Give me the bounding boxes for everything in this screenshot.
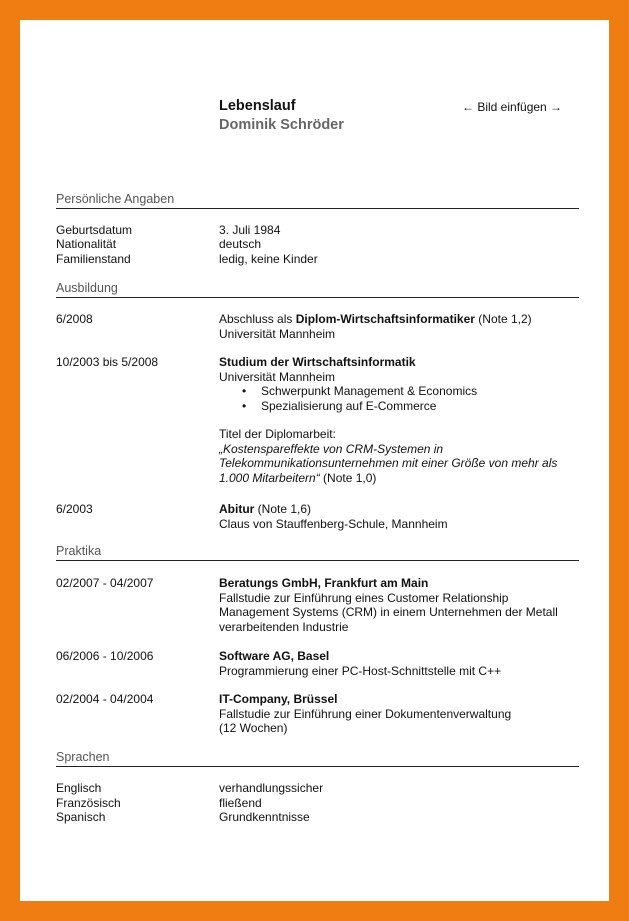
language-level: verhandlungssicher xyxy=(219,781,324,795)
row-label: Familienstand xyxy=(56,252,131,266)
entry-institution: Claus von Stauffenberg-Schule, Mannheim xyxy=(219,516,448,531)
thesis-title: „Kostensparеffekte von CRM-Systemen in Telekommunikationsunternehmen mit einer Größe von mehr als 1.000 Mitarbeitern“ xyxy=(219,441,558,485)
entry-degree: Diplom-Wirtschaftsinformatiker xyxy=(295,312,475,326)
row-label: Geburtsdatum xyxy=(56,223,133,237)
language-name: Spanisch xyxy=(56,810,106,824)
section-heading-languages: Sprachen xyxy=(56,750,579,767)
entry-company: IT-Company, Brüssel xyxy=(219,692,338,706)
language-level: fließend xyxy=(219,796,262,810)
entry-description: Fallstudie zur Einführung einer Dokumentenverwaltung (12 Wochen) xyxy=(219,706,512,735)
cv-page xyxy=(20,20,609,901)
document-title: Lebenslauf xyxy=(219,98,296,114)
list-item: • Spezialisierung auf E-Commerce xyxy=(261,399,579,414)
person-name: Dominik Schröder xyxy=(219,117,344,133)
thesis-label: Titel der Diplomarbeit: xyxy=(219,427,336,441)
entry-date: 02/2007 - 04/2007 xyxy=(56,576,154,590)
entry-company: Software AG, Basel xyxy=(219,649,330,663)
entry-company: Beratungs GmbH, Frankfurt am Main xyxy=(219,576,429,590)
section-heading-internships: Praktika xyxy=(56,544,579,561)
language-level: Grundkenntnisse xyxy=(219,810,310,824)
entry-grade: (Note 1,6) xyxy=(254,502,312,516)
entry-institution: Universität Mannheim xyxy=(219,326,336,341)
entry-date: 06/2006 - 10/2006 xyxy=(56,649,154,663)
section-heading-personal: Persönliche Angaben xyxy=(56,192,579,209)
entry-date: 6/2008 xyxy=(56,312,93,326)
entry-description: Fallstudie zur Einführung eines Customer Relationship Management Systems (CRM) in einem Unternehmen der Metall verarbeitenden Industrie xyxy=(219,590,558,634)
focus-list xyxy=(219,384,579,413)
entry-date: 6/2003 xyxy=(56,502,93,516)
entry-description: Programmierung einer PC-Host-Schnittstelle mit C++ xyxy=(219,663,502,678)
entry-date: 10/2003 bis 5/2008 xyxy=(56,355,159,369)
language-name: Französisch xyxy=(56,796,121,810)
language-name: Englisch xyxy=(56,781,102,795)
row-label: Nationalität xyxy=(56,237,117,251)
entry-date: 02/2004 - 04/2004 xyxy=(56,692,154,706)
entry-text: Abschluss als xyxy=(219,312,296,326)
entry-grade: (Note 1,2) xyxy=(474,312,532,326)
list-item: • Schwerpunkt Management & Economics xyxy=(261,384,579,399)
thesis-grade: (Note 1,0) xyxy=(319,470,377,485)
entry-title: Studium der Wirtschaftsinformatik xyxy=(219,355,416,369)
entry-institution: Universität Mannheim xyxy=(219,369,336,384)
row-value: ledig, keine Kinder xyxy=(219,252,318,266)
row-value: 3. Juli 1984 xyxy=(219,223,281,237)
entry-degree: Abitur xyxy=(219,502,255,516)
image-placeholder[interactable]: ← Bild einfügen → xyxy=(462,100,563,114)
section-heading-education: Ausbildung xyxy=(56,281,579,298)
row-value: deutsch xyxy=(219,237,262,251)
